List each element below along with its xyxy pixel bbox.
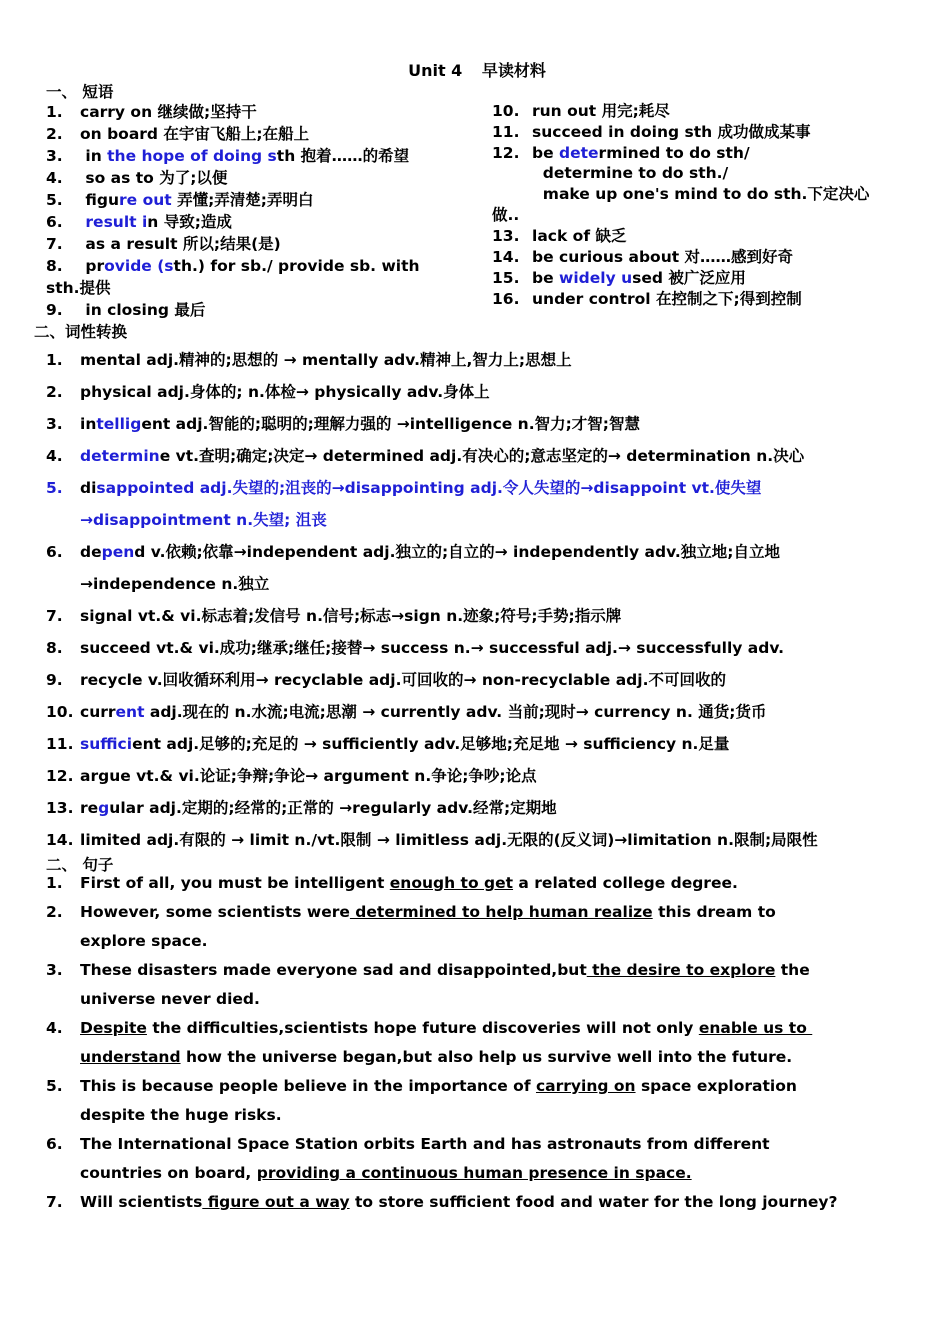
word-form-item (46, 376, 916, 408)
word-form-item (46, 472, 916, 504)
item-number: 1. (46, 874, 63, 892)
item-number: 14. (46, 831, 74, 849)
word-form-item (46, 600, 916, 632)
word-form-item (46, 760, 916, 792)
item-text (532, 183, 869, 205)
text-run: de (80, 543, 102, 561)
item-number: 1. (46, 103, 63, 121)
item-text (80, 927, 208, 956)
item-text (532, 163, 728, 183)
text-run: a related college degree. (513, 874, 738, 892)
highlighted-text: result i (85, 213, 148, 231)
item-text (80, 145, 409, 167)
unit-label: Unit 4 (408, 61, 463, 80)
underlined-phrase: figure out a way (202, 1193, 350, 1211)
sentence-item (46, 1188, 916, 1217)
sentence-item (46, 1072, 916, 1101)
text-run: argue vt.& vi.论证;争辩;争论→ argument n.争论;争吵;论点 (80, 767, 537, 785)
phrase-item (46, 299, 476, 321)
sentence-item (46, 1159, 916, 1188)
word-form-item (46, 824, 916, 856)
item-number: 11. (492, 123, 520, 141)
item-number: 15. (492, 269, 520, 287)
item-text (80, 956, 810, 985)
item-number: 6. (46, 1135, 63, 1153)
phrase-item (46, 233, 476, 255)
text-run: ular adj.定期的;经常的;正常的 →regularly adv.经常;定期地 (109, 799, 557, 817)
phrase-item (492, 183, 912, 205)
item-text (80, 824, 818, 856)
highlighted-text: re out (119, 191, 172, 209)
phrase-list-right (492, 101, 912, 310)
highlighted-text: tellig (96, 415, 142, 433)
highlighted-text: determin (80, 447, 160, 465)
item-number: 4. (46, 169, 63, 187)
item-text (532, 101, 670, 122)
text-run: th 抱着……的希望 (276, 147, 410, 165)
text-run: rmined to do sth/ (598, 144, 750, 162)
item-text (80, 440, 804, 472)
item-number: 5. (46, 191, 63, 209)
underlined-phrase: the desire to explore (586, 961, 776, 979)
text-run: on board 在宇宙飞船上;在船上 (80, 125, 310, 143)
text-run: under control 在控制之下;得到控制 (532, 290, 802, 308)
highlighted-text: g (98, 799, 110, 817)
underlined-phrase: understand (80, 1048, 181, 1066)
highlighted-text: dete (559, 144, 599, 162)
item-number: 9. (46, 301, 63, 319)
item-number: 13. (492, 227, 520, 245)
item-text (492, 205, 519, 226)
word-form-item (46, 408, 916, 440)
text-run: how the universe began,but also help us survive well into the future. (180, 1048, 793, 1066)
item-text (80, 123, 309, 145)
item-text (80, 211, 232, 233)
page-title (0, 58, 950, 81)
text-run: recycle v.回收循环利用→ recyclable adj.可回收的→ non-recyclable adj.不可回收的 (80, 671, 726, 689)
text-run: This is because people believe in the importance of (80, 1077, 536, 1095)
highlighted-text: →disappointment n.失望; 沮丧 (80, 511, 327, 529)
text-run: sed 被广泛应用 (632, 269, 746, 287)
item-text (80, 869, 738, 898)
item-number: 12. (46, 767, 74, 785)
item-number: 10. (46, 703, 74, 721)
text-run: However, some scientists were (80, 903, 350, 921)
item-text (80, 1072, 797, 1101)
text-run: 做.. (492, 206, 520, 224)
item-text (80, 255, 420, 277)
phrase-item (46, 101, 476, 123)
text-run: ent adj.足够的;充足的 → sufficiently adv.足够地;充足地 → sufficiency n.足量 (132, 735, 730, 753)
item-text (80, 504, 327, 536)
item-number: 5. (46, 479, 63, 497)
item-text (80, 536, 780, 568)
item-text (532, 143, 750, 163)
text-run: These disasters made everyone sad and disappointed,but (80, 961, 587, 979)
item-number: 7. (46, 235, 63, 253)
item-text (80, 760, 537, 792)
word-form-item (46, 696, 916, 728)
word-form-item (46, 504, 916, 536)
item-text (532, 268, 746, 289)
sentence-item (46, 898, 916, 927)
text-run: as a result 所以;结果(是) (80, 235, 281, 253)
sentence-item (46, 869, 916, 898)
text-run: to store sufficient food and water for the long journey? (349, 1193, 838, 1211)
phrase-item (46, 123, 476, 145)
item-text (80, 696, 766, 728)
phrase-item (46, 167, 476, 189)
item-number: 4. (46, 447, 63, 465)
text-run: despite the huge risks. (80, 1106, 282, 1124)
item-text (80, 1188, 838, 1217)
text-run: First of all, you must be intelligent (80, 874, 390, 892)
word-forms-list (46, 344, 916, 856)
highlighted-text: sappointed adj.失望的;沮丧的→disappointing adj.令人失望的→disappoint vt.使失望 (96, 479, 762, 497)
highlighted-text: ent (115, 703, 145, 721)
sentence-list (46, 869, 916, 1217)
text-run: pr (80, 257, 105, 275)
text-run: the difficulties,scientists hope future discoveries will not only (146, 1019, 699, 1037)
item-text (80, 1043, 792, 1072)
text-run: make up one's mind to do sth.下定决心 (532, 185, 870, 203)
item-number: 5. (46, 1077, 63, 1095)
phrase-item (46, 211, 476, 233)
word-form-item (46, 632, 916, 664)
item-number: 13. (46, 799, 74, 817)
underlined-phrase: enough to get (389, 874, 514, 892)
text-run: n 导致;造成 (147, 213, 232, 231)
phrase-item (492, 122, 912, 143)
section-phrases-heading: 一、 短语 (46, 83, 114, 101)
highlighted-text: widely u (559, 269, 633, 287)
highlighted-text: pen (101, 543, 135, 561)
text-run: limited adj.有限的 → limit n./vt.限制 → limitless adj.无限的(反义词)→limitation n.限制;局限性 (80, 831, 818, 849)
sentence-item (46, 1101, 916, 1130)
text-run: be (532, 144, 560, 162)
section-sentences-heading: 二、 句子 (46, 856, 114, 874)
item-number: 16. (492, 290, 520, 308)
word-form-item (46, 664, 916, 696)
item-number: 9. (46, 671, 63, 689)
item-text (80, 101, 257, 123)
item-number: 6. (46, 213, 63, 231)
item-number: 3. (46, 961, 63, 979)
highlighted-text: ovide (s (104, 257, 174, 275)
text-run: the (775, 961, 810, 979)
text-run: carry on 继续做;坚持干 (80, 103, 257, 121)
item-text (80, 664, 726, 696)
text-run: this dream to (652, 903, 776, 921)
text-run: Will scientists (80, 1193, 203, 1211)
phrase-item (492, 226, 912, 247)
title-subtitle: 早读材料 (481, 61, 546, 80)
item-text (80, 472, 761, 504)
text-run: sth.提供 (46, 279, 111, 297)
text-run: so as to 为了;以便 (80, 169, 228, 187)
text-run: succeed in doing sth 成功做成某事 (532, 123, 811, 141)
phrase-item (492, 163, 912, 183)
underlined-phrase: providing a continuous human presence in space. (256, 1164, 692, 1182)
highlighted-text: the hope of doing s (107, 147, 277, 165)
underlined-phrase: carrying on (535, 1077, 636, 1095)
underlined-phrase: determined to help human realize (349, 903, 653, 921)
item-text (80, 728, 729, 760)
text-run: countries on board, (80, 1164, 257, 1182)
item-number: 7. (46, 607, 63, 625)
sentence-item (46, 1014, 916, 1043)
item-text (80, 344, 572, 376)
text-run: di (80, 479, 97, 497)
item-number: 12. (492, 144, 520, 162)
word-form-item (46, 344, 916, 376)
underlined-phrase: Despite (80, 1019, 147, 1037)
text-run: d v.依赖;依靠→independent adj.独立的;自立的→ independently adv.独立地;自立地 (134, 543, 780, 561)
item-number: 8. (46, 257, 63, 275)
text-run: curr (80, 703, 116, 721)
item-text (80, 299, 205, 321)
text-run: explore space. (80, 932, 208, 950)
text-run: th.) for sb./ provide sb. with (173, 257, 420, 275)
text-run: e vt.查明;确定;决定→ determined adj.有决心的;意志坚定的→ determination n.决心 (159, 447, 805, 465)
highlighted-text: suffici (80, 735, 133, 753)
text-run: 弄懂;弄清楚;弄明白 (171, 191, 314, 209)
text-run: re (80, 799, 99, 817)
text-run: space exploration (635, 1077, 797, 1095)
text-run: physical adj.身体的; n.体检→ physically adv.身体上 (80, 383, 490, 401)
phrase-item (46, 189, 476, 211)
text-run: adj.现在的 n.水流;电流;思潮 → currently adv. 当前;现时→ currency n. 通货;货币 (144, 703, 767, 721)
item-text (532, 226, 626, 247)
sentence-item (46, 985, 916, 1014)
phrase-list-left (46, 101, 476, 321)
phrase-item (46, 145, 476, 167)
text-run: in (80, 415, 97, 433)
item-number: 8. (46, 639, 63, 657)
item-number: 2. (46, 125, 63, 143)
item-number: 2. (46, 383, 63, 401)
item-number: 3. (46, 147, 63, 165)
item-text (80, 167, 227, 189)
text-run: in closing 最后 (80, 301, 206, 319)
word-form-item (46, 536, 916, 568)
sentence-item (46, 927, 916, 956)
word-form-item (46, 440, 916, 472)
phrase-item (492, 268, 912, 289)
sentence-item (46, 956, 916, 985)
item-text (80, 600, 621, 632)
item-text (80, 376, 490, 408)
text-run: determine to do sth./ (532, 164, 729, 182)
item-text (80, 1159, 692, 1188)
item-text (80, 1101, 282, 1130)
text-run: universe never died. (80, 990, 260, 1008)
text-run: signal vt.& vi.标志着;发信号 n.信号;标志→sign n.迹象;符号;手势;指示牌 (80, 607, 622, 625)
item-number: 7. (46, 1193, 63, 1211)
item-text (532, 289, 802, 310)
text-run: be (532, 269, 560, 287)
phrase-item (46, 277, 476, 299)
item-text (532, 122, 811, 143)
text-run: The International Space Station orbits Earth and has astronauts from different (80, 1135, 770, 1153)
item-text (80, 985, 260, 1014)
text-run: figu (80, 191, 120, 209)
item-text (80, 1130, 770, 1159)
item-text (80, 408, 640, 440)
word-form-item (46, 728, 916, 760)
item-text (80, 189, 313, 211)
item-text (80, 233, 281, 255)
sentence-item (46, 1043, 916, 1072)
item-number: 4. (46, 1019, 63, 1037)
sentence-item (46, 1130, 916, 1159)
section-word-forms-heading: 二、词性转换 (34, 323, 128, 341)
word-form-item (46, 792, 916, 824)
item-number: 11. (46, 735, 74, 753)
text-run: succeed vt.& vi.成功;继承;继任;接替→ success n.→ successful adj.→ successfully adv. (80, 639, 785, 657)
item-text (80, 632, 784, 664)
phrase-item (492, 101, 912, 122)
phrase-item (492, 205, 912, 226)
underlined-phrase: enable us to (698, 1019, 813, 1037)
item-number: 3. (46, 415, 63, 433)
item-text (532, 247, 793, 268)
item-number: 14. (492, 248, 520, 266)
item-text (80, 792, 557, 824)
text-run: mental adj.精神的;思想的 → mentally adv.精神上,智力上;思想上 (80, 351, 572, 369)
word-form-item (46, 568, 916, 600)
text-run: run out 用完;耗尽 (532, 102, 670, 120)
item-number: 10. (492, 102, 520, 120)
item-text (80, 1014, 812, 1043)
item-number: 2. (46, 903, 63, 921)
item-text (80, 898, 776, 927)
text-run: lack of 缺乏 (532, 227, 627, 245)
phrase-item (492, 289, 912, 310)
item-text (46, 277, 111, 299)
item-number: 6. (46, 543, 63, 561)
phrase-item (46, 255, 476, 277)
item-number: 1. (46, 351, 63, 369)
phrase-item (492, 143, 912, 163)
text-run: be curious about 对……感到好奇 (532, 248, 794, 266)
text-run: in (80, 147, 108, 165)
text-run: ent adj.智能的;聪明的;理解力强的 →intelligence n.智力;才智;智慧 (141, 415, 640, 433)
text-run: →independence n.独立 (80, 575, 270, 593)
item-text (80, 568, 269, 600)
phrase-item (492, 247, 912, 268)
